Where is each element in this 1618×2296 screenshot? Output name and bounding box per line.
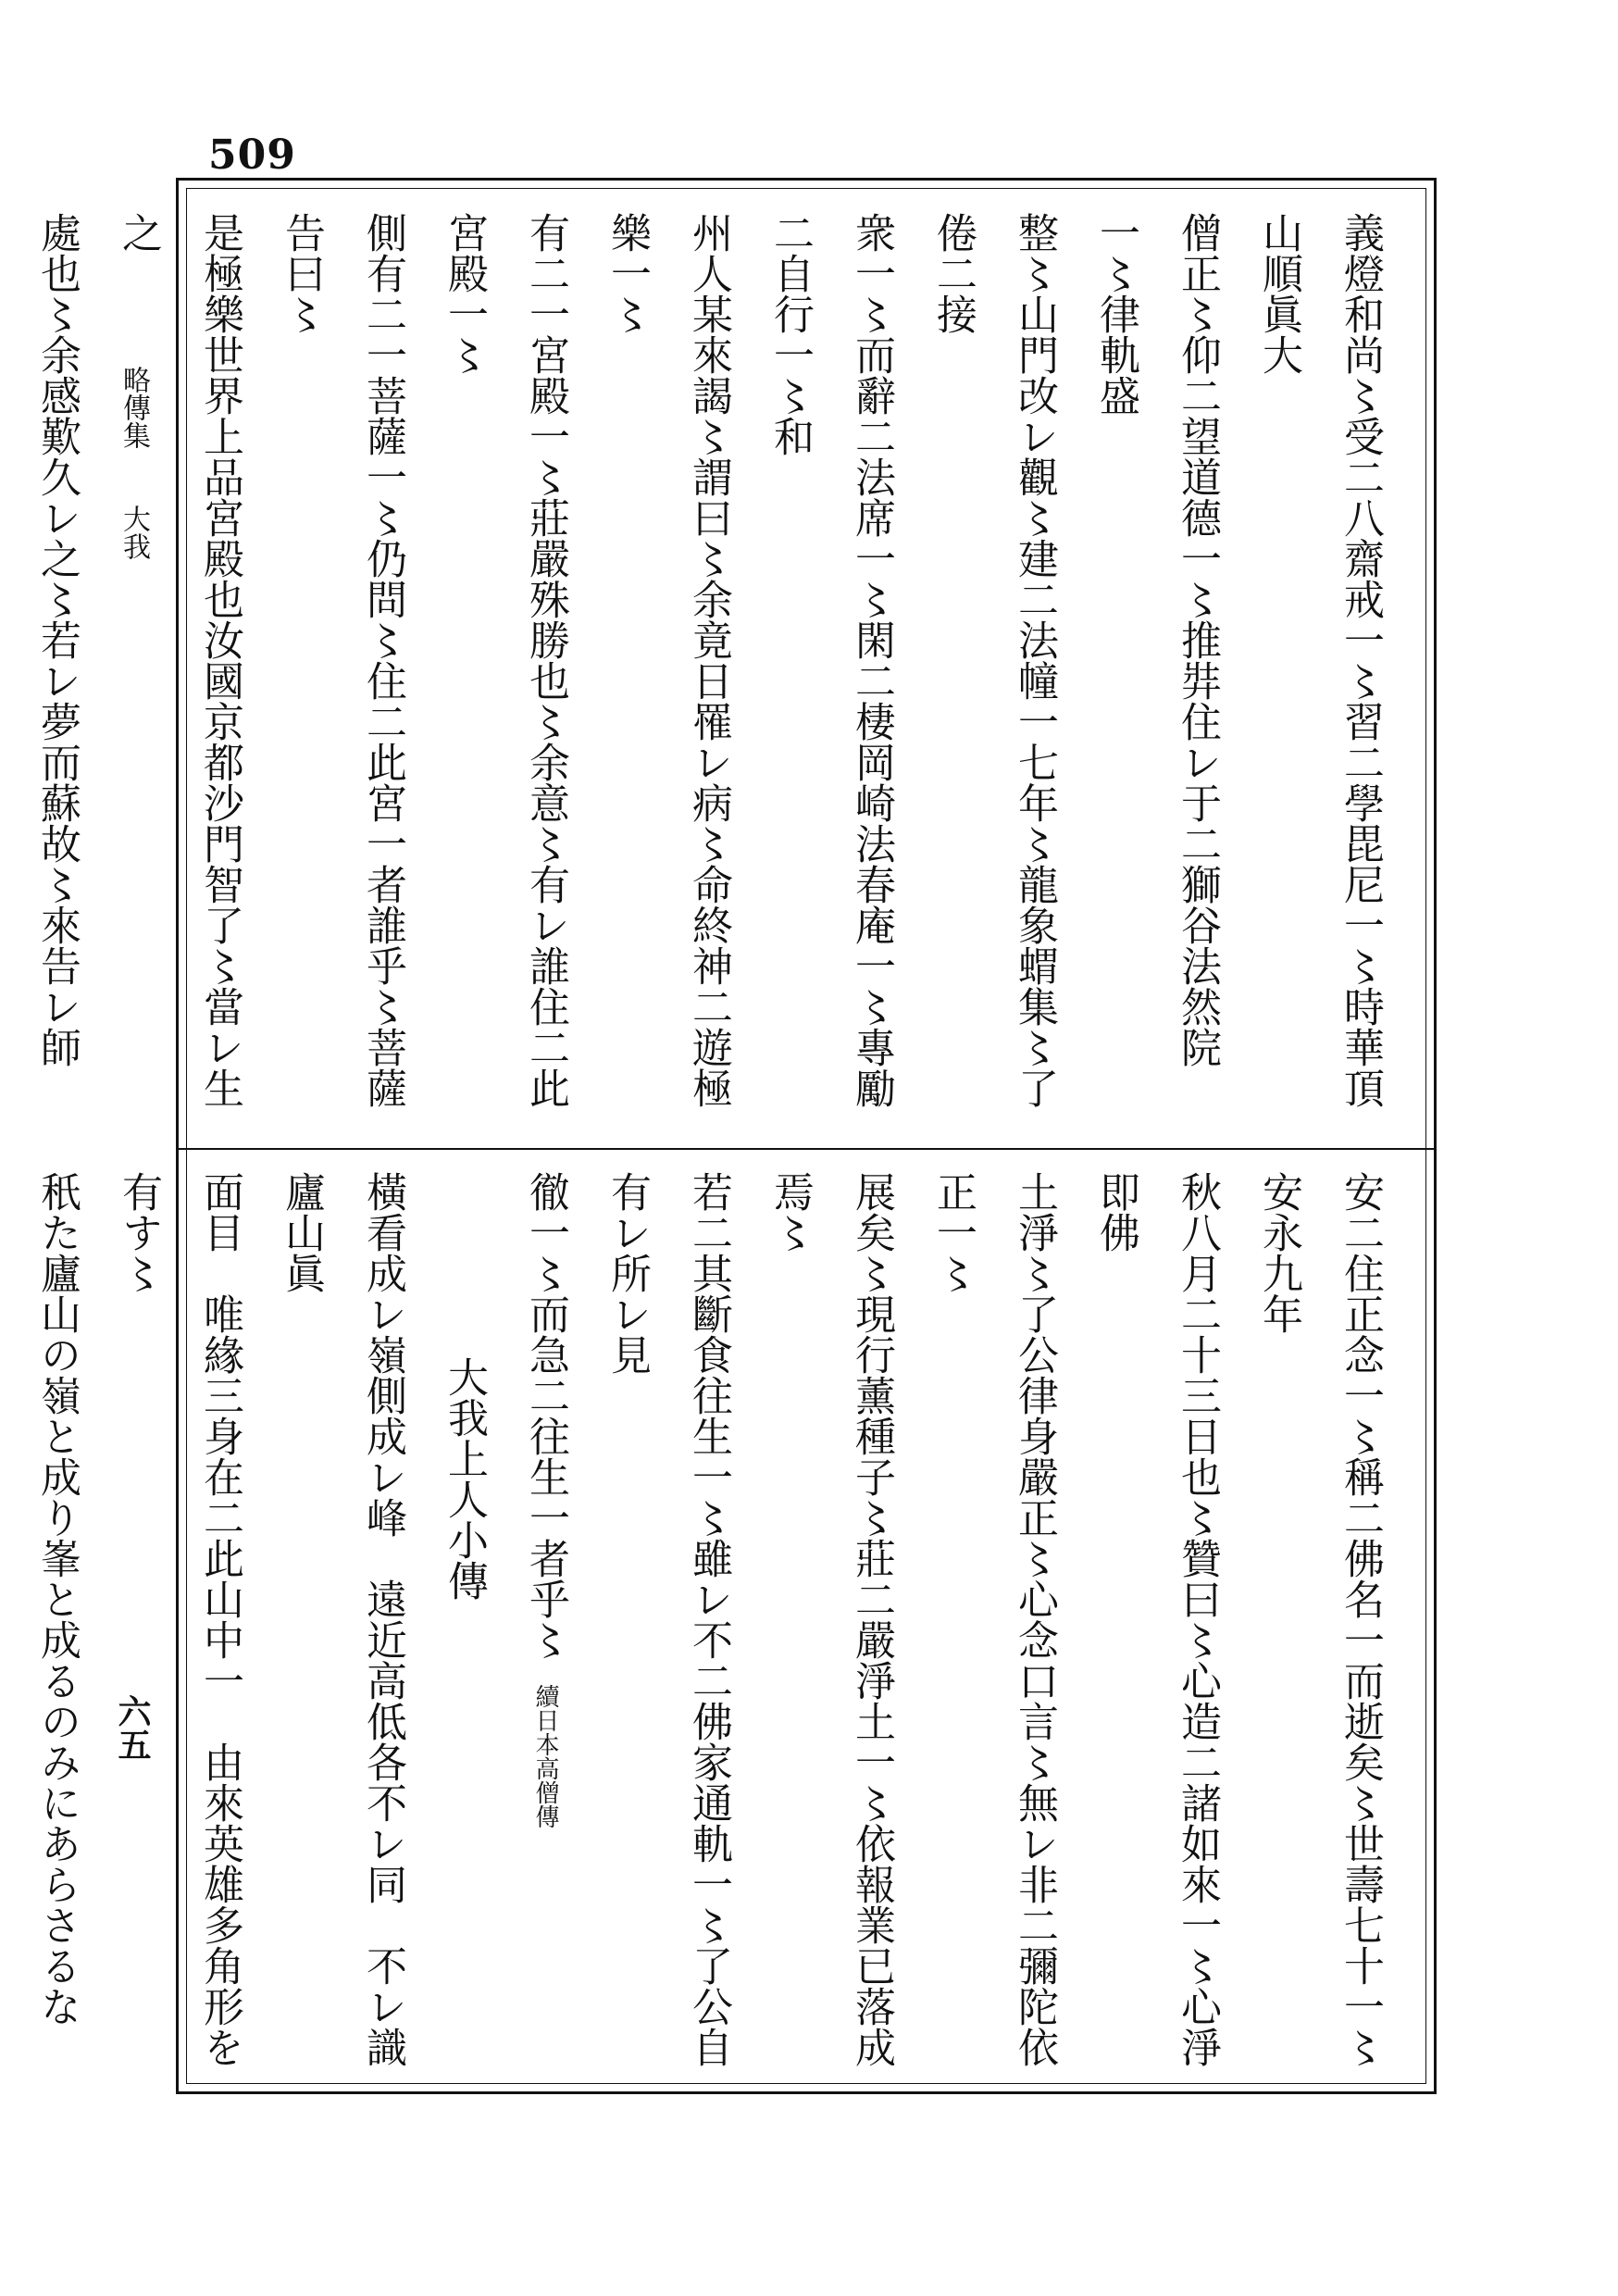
text-column: 是極樂世界上品宮殿也汝國京都沙門智了〻當レ生之 (115, 212, 243, 1108)
text-column: 秖た廬山の嶺と成り峯と成るのみにあらさるな (33, 1171, 81, 2027)
source-attribution: 續日本高僧傳 (531, 1660, 559, 1828)
text-column: 州人某來謁〻謂曰〻余竟日罹レ病〻命終神二遊極樂一〻 (604, 212, 732, 1108)
page-number: 509 (208, 131, 296, 179)
section-heading: 大我上人小傳 (441, 1356, 488, 1601)
text-column: 展矣〻現行薰種子〻莊二嚴淨土一〻依報業已落成焉〻 (766, 1171, 895, 2067)
folio: 六五 (113, 1694, 152, 1761)
text-column: 整〻山門改レ觀〻建二法幢一七年〻龍象蝟集〻了倦二接 (929, 212, 1058, 1108)
text-column: 處也〻余感歎久レ之〻若レ夢而蘇故〻來告レ師 (33, 212, 81, 1067)
text-column: 側有二一菩薩一〻仍問〻住二此宮一者誰乎〻菩薩告曰〻 (278, 212, 406, 1108)
running-header-section: 大我 (118, 505, 150, 560)
text-column: 僧正〻仰二望道德一〻推弉住レ于二獅谷法然院一〻律軌盛 (1092, 212, 1221, 1067)
text-column: 徹一〻而急二往生一者乎〻 續日本高僧傳 (522, 1171, 569, 1828)
text-column: 衆一〻而辭二法席一〻閑二棲岡崎法春庵一〻專勵二自行一〻和 (766, 212, 895, 1108)
text-column: 義燈和尚〻受二八齋戒一〻習二學毘尼一〻時華頂山順眞大 (1255, 212, 1384, 1108)
text-column: 有二一宮殿一〻莊嚴殊勝也〻余意〻有レ誰住二此宮殿一〻 (441, 212, 569, 1108)
section-divider (179, 1148, 1434, 1150)
text-column: 安二住正念一〻稱二佛名一而逝矣〻世壽七十一〻安永九年 (1255, 1171, 1384, 2067)
text-column: 土淨〻了公律身嚴正〻心念口言〻無レ非二彌陀依正一〻 (929, 1171, 1058, 2067)
text-column: 面目 唯緣三身在二此山中一 由來英雄多角形を有す〻 (115, 1171, 243, 2067)
text-column: 秋八月二十三日也〻贊曰〻心造二諸如來一〻心淨即佛 (1092, 1171, 1221, 2067)
text-column: 橫看成レ嶺側成レ峰 遠近高低各不レ同 不レ識廬山眞 (278, 1171, 406, 2067)
text-column: 若二其斷食往生一〻雖レ不二佛家通軌一〻了公自有レ所レ見 (604, 1171, 732, 2067)
running-header-book: 略傳集 (118, 366, 150, 449)
